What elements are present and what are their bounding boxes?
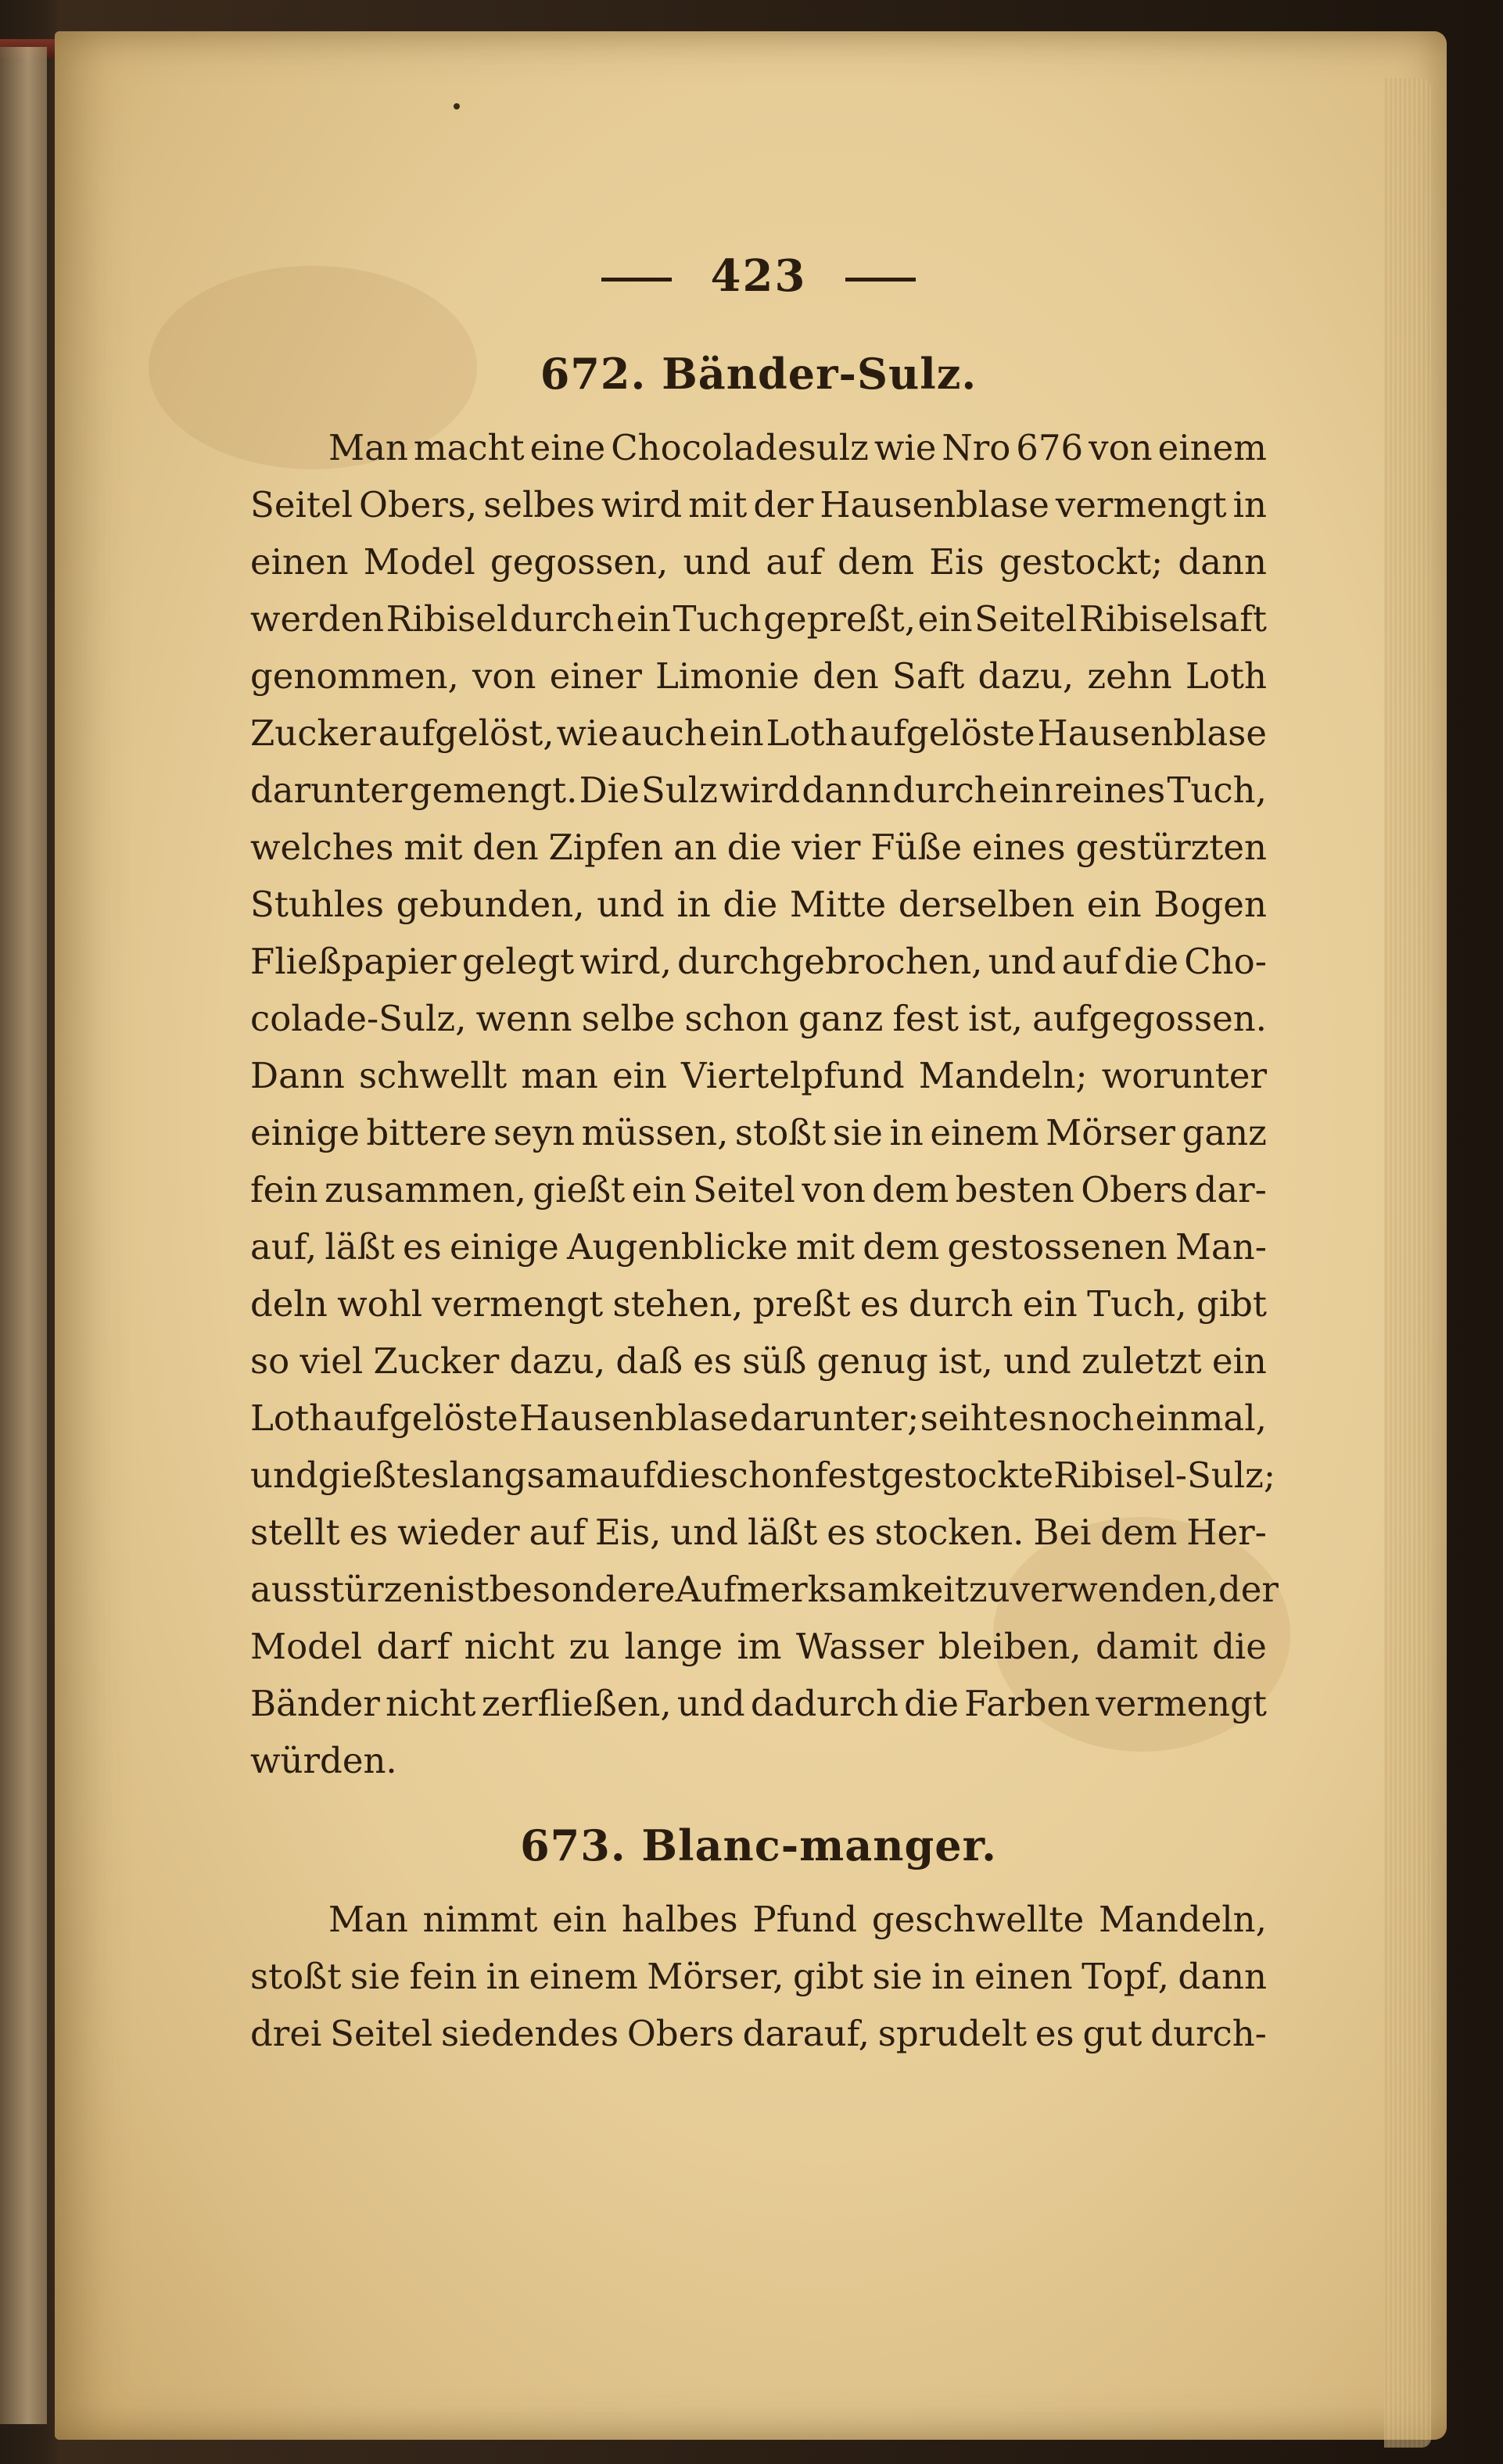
word: sie [832,1112,883,1153]
text-line [250,419,1267,476]
word: Chocoladesulz [611,427,869,468]
word: die [1124,941,1179,982]
text-line [250,1047,1267,1104]
word: schon [710,1454,815,1496]
word: den [812,655,879,697]
page-number-dash-right [845,278,916,282]
word: Eis [929,541,985,583]
word: Fließpapier [250,941,457,982]
word: wohl [337,1283,423,1325]
word: siedendes [440,2013,619,2054]
text-line [250,1161,1267,1218]
word: so [250,1340,290,1382]
word: Topf, [1082,1956,1169,1997]
text-line [250,647,1267,705]
word: daß [615,1340,683,1382]
word: fein [250,1169,318,1210]
word: durchgebrochen, [677,941,983,982]
word: gießt [317,1454,411,1496]
word: ein [1211,1340,1267,1382]
word: gut [1082,2013,1142,2054]
word: auf, [250,1226,317,1268]
word: von [802,1169,866,1210]
word: Tuch, [1167,769,1267,811]
word: aufgelöste [849,712,1035,754]
recipe-heading: 673. Blanc-manger. [520,1820,997,1870]
word: 676 [1016,427,1084,468]
word: auf [766,541,823,583]
word: Die [579,769,640,811]
word: vermengt [1055,484,1227,525]
word: einem [1157,427,1267,468]
word: würden. [250,1740,397,1781]
recipe-paragraph [250,419,1279,1789]
word: stellt [250,1512,340,1553]
word: gepreßt, [763,598,917,640]
word: gestossenen [947,1226,1168,1268]
word: ein [998,769,1053,811]
word: seyn [493,1112,576,1153]
word: wird [719,769,801,811]
word: Obers, [358,484,478,525]
word: zu [968,1569,1010,1610]
word: welches [250,827,394,868]
word: und [683,541,752,583]
word: Hausenblase [820,484,1049,525]
word: in [889,1112,924,1153]
word: Bänder [250,1683,380,1724]
word: darauf, [742,2013,870,2054]
word: fein [409,1956,478,1997]
word: es [1008,1397,1047,1439]
word: zuletzt [1082,1340,1202,1382]
text-line [250,1218,1267,1275]
recipe-heading: 672. Bänder-Sulz. [540,349,977,399]
word: stehen, [612,1283,744,1325]
word: stocken. [874,1512,1024,1553]
word: die [655,1454,711,1496]
word: fest [892,998,959,1039]
word: aufgelöste [332,1397,518,1439]
word: Seitel [974,598,1078,640]
word: Seitel [330,2013,433,2054]
word: Ribisel [386,598,508,640]
word: in [931,1956,966,1997]
word: einem [529,1956,638,1997]
page-number-value: 423 [710,250,807,302]
word: gestockt; [999,541,1164,583]
word: gestockte [881,1454,1054,1496]
word: gibt [1196,1283,1267,1325]
text-line [250,590,1267,647]
word: Mitte [789,884,887,925]
word: im [737,1626,782,1667]
word: es [349,1512,389,1553]
word: bleiben, [938,1626,1082,1667]
word: selbe [581,998,676,1039]
page-fore-edge [1384,78,1431,2448]
word: dann [802,769,891,811]
word: einem [930,1112,1039,1153]
word: Loth [1185,655,1267,697]
word: Bogen [1153,884,1267,925]
word: darunter [250,769,408,811]
word: und [250,1454,318,1496]
word: der [1218,1569,1279,1610]
word: und [676,1683,745,1724]
word: es [1035,2013,1074,2054]
word: dadurch [750,1683,899,1724]
word: durch [908,1283,1013,1325]
word: mit [688,484,748,525]
word: Man- [1175,1226,1267,1268]
word: Seitel [692,1169,795,1210]
page [55,31,1447,2440]
word: schwellt [358,1055,508,1096]
word: Her- [1186,1512,1267,1553]
word: müssen, [581,1112,729,1153]
word: die [723,884,778,925]
word: Aufmerksamkeit [675,1569,969,1610]
word: es [859,1283,899,1325]
word: ausstürzen [250,1569,446,1610]
word: auf [1061,941,1119,982]
word: es [827,1512,866,1553]
recipe-paragraph [250,1891,1267,2062]
word: wird [601,484,683,525]
word: gebunden, [396,884,585,925]
word: gemengt. [409,769,578,811]
word: dar- [1194,1169,1267,1210]
page-number [250,250,1267,302]
word: Zucker [373,1340,500,1382]
word: wird, [579,941,672,982]
word: den [472,827,539,868]
word: es [693,1340,732,1382]
word: Ribisel-Sulz; [1053,1454,1276,1496]
ink-dot [454,103,460,109]
word: zusammen, [325,1169,526,1210]
text-line [250,1504,1267,1561]
word: dann [1178,541,1267,583]
word: eine [529,427,606,468]
word: Obers [626,2013,734,2054]
word: Hausenblase [1037,712,1267,754]
word: darf [376,1626,450,1667]
word: Loth [766,712,848,754]
word: ein [1086,884,1142,925]
word: an [673,827,717,868]
text-line [250,1948,1267,2005]
word: ein [612,1055,667,1096]
text-line [250,2005,1267,2062]
word: Tuch, [1087,1283,1187,1325]
word: schon [684,998,789,1039]
word: Füße [870,827,963,868]
word: bittere [366,1112,487,1153]
word: wieder [397,1512,520,1553]
word: derselben [898,884,1075,925]
word: besondere [489,1569,676,1610]
word: es [410,1454,450,1496]
word: Model [250,1626,362,1667]
word: Man [328,427,408,468]
word: seiht [920,1397,1007,1439]
word: zehn [1087,655,1172,697]
recipe-section [250,1820,1267,2062]
word: Hausenblase [518,1397,749,1439]
word: ein [552,1899,608,1940]
word: nimmt [422,1899,538,1940]
word: und [597,884,665,925]
word: einen [974,1956,1073,1997]
word: ganz [1182,1112,1267,1153]
recipe-section [250,349,1279,1789]
word: Obers [1081,1169,1189,1210]
word: selbes [483,484,595,525]
word: wie [873,427,937,468]
word: Loth [250,1397,332,1439]
word: dem [838,541,915,583]
word: Tuch [673,598,762,640]
word: Dann [250,1055,345,1096]
word: colade-Sulz, [250,998,467,1039]
text-line [250,990,1267,1047]
word: die [726,827,782,868]
word: man [521,1055,598,1096]
recipe-sections [250,349,1279,2062]
word: ein [631,1169,687,1210]
word: zerfließen, [481,1683,672,1724]
word: reines [1055,769,1166,811]
word: einige [250,1112,360,1153]
word: Mörser, [647,1956,784,1997]
word: gießt [533,1169,626,1210]
word: einer [549,655,642,697]
word: darunter; [749,1397,920,1439]
word: aufgegossen. [1032,998,1267,1039]
left-page-edge [0,47,47,2424]
word: sprudelt [877,2013,1028,2054]
word: stoßt [250,1956,342,1997]
word: ist [445,1569,490,1610]
word: ist, [968,998,1023,1039]
word: dem [1100,1512,1178,1553]
text-line [250,533,1267,590]
word: Sulz [640,769,718,811]
word: drei [250,2013,322,2054]
word: dem [863,1226,940,1268]
word: von [1089,427,1153,468]
text-line [250,1390,1267,1447]
word: stoßt [734,1112,827,1153]
word: ist, [938,1340,993,1382]
word: auf [529,1512,586,1553]
word: Model [363,541,475,583]
word: in [1232,484,1267,525]
word: die [904,1683,959,1724]
word: ganz [798,998,884,1039]
word: preßt [752,1283,851,1325]
page-content [250,250,1279,2062]
word: viel [300,1340,364,1382]
word: läßt [747,1512,818,1553]
word: langsam [449,1454,600,1496]
text-line [250,476,1267,533]
word: nicht [386,1683,476,1724]
text-line [250,1275,1267,1332]
word: in [676,884,711,925]
section-gap [250,1789,1267,1820]
word: wie [556,712,619,754]
word: Zipfen [548,827,664,868]
word: Limonie [655,655,800,697]
word: deln [250,1283,328,1325]
text-line [250,1732,1267,1789]
word: eines [971,827,1066,868]
word: Viertelpfund [681,1055,905,1096]
word: sie [350,1956,401,1997]
word: wenn [475,998,572,1039]
word: worunter [1101,1055,1267,1096]
word: ein [1022,1283,1078,1325]
text-line [250,705,1267,762]
word: ein [708,712,764,754]
word: sie [872,1956,923,1997]
word: durch- [1150,2013,1267,2054]
word: geschwellte [871,1899,1085,1940]
word: die [1212,1626,1267,1667]
word: Ribiselsaft [1078,598,1267,640]
word: Eis, [594,1512,662,1553]
word: halbes [621,1899,738,1940]
text-line [250,876,1267,933]
text-line [250,1447,1276,1504]
word: besten [955,1169,1074,1210]
word: genommen, [250,655,459,697]
word: genug [816,1340,928,1382]
word: dazu, [509,1340,606,1382]
word: vermengt [1096,1683,1267,1724]
word: auch [620,712,707,754]
word: und [1003,1340,1071,1382]
word: einige [449,1226,559,1268]
word: Mörser [1046,1112,1176,1153]
text-line [250,1332,1267,1390]
word: noch [1048,1397,1135,1439]
word: damit [1095,1626,1198,1667]
word: von [472,655,536,697]
word: der [753,484,814,525]
word: Saft [891,655,965,697]
word: gegossen, [490,541,669,583]
word: nicht [464,1626,555,1667]
text-line [250,819,1267,876]
word: aufgelöst, [378,712,554,754]
text-line [250,1561,1279,1618]
word: und [988,941,1056,982]
word: verwenden, [1010,1569,1218,1610]
word: Augenblicke [567,1226,788,1268]
text-line [250,1891,1267,1948]
word: Man [328,1899,408,1940]
word: vier [791,827,861,868]
word: einen [250,541,349,583]
word: Cho- [1184,941,1267,982]
word: macht [413,427,525,468]
word: Mandeln, [1098,1899,1267,1940]
word: Nro [942,427,1011,468]
word: läßt [325,1226,395,1268]
word: einmal, [1135,1397,1267,1439]
word: fest [814,1454,881,1496]
word: dem [872,1169,949,1210]
word: Zucker [250,712,376,754]
word: Pfund [752,1899,858,1940]
word: ein [917,598,973,640]
text-line [250,1675,1267,1732]
word: gibt [793,1956,864,1997]
word: Wasser [795,1626,924,1667]
word: durch [892,769,997,811]
text-line [250,933,1267,990]
word: süß [742,1340,807,1382]
word: und [670,1512,739,1553]
word: werden [250,598,385,640]
word: Seitel [250,484,353,525]
word: vermengt [432,1283,604,1325]
word: zu [569,1626,611,1667]
page-number-dash-left [601,278,672,282]
word: in [486,1956,520,1997]
word: Stuhles [250,884,384,925]
word: dazu, [977,655,1074,697]
word: auf [599,1454,656,1496]
text-line [250,1618,1267,1675]
text-line [250,1104,1267,1161]
word: mit [404,827,463,868]
text-line [250,762,1267,819]
word: Farben [964,1683,1091,1724]
word: ein [615,598,671,640]
word: durch [509,598,615,640]
word: dann [1178,1956,1267,1997]
word: lange [624,1626,723,1667]
word: gestürzten [1075,827,1267,868]
word: Mandeln; [918,1055,1088,1096]
word: mit [795,1226,855,1268]
word: es [402,1226,442,1268]
word: Bei [1033,1512,1092,1553]
word: gelegt [461,941,575,982]
